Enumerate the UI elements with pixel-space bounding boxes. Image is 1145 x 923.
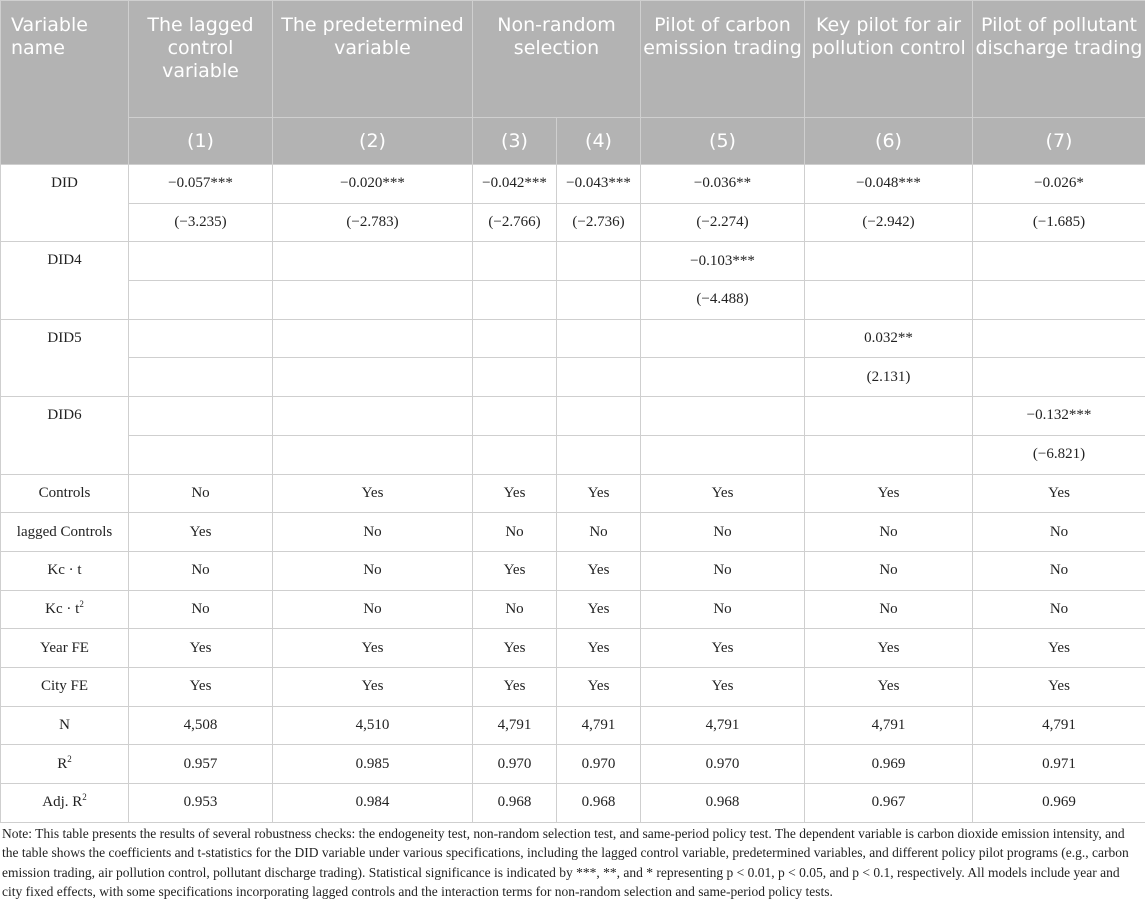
value-cell: No [641,590,805,629]
value-cell: 0.969 [805,745,973,784]
coef-row [1,319,1145,358]
value-cell: 4,510 [273,706,473,745]
tstat-row [1,281,1145,320]
row-label: DID4 [1,242,129,319]
row-label-text: N [59,716,70,733]
value-cell: Yes [129,667,273,706]
group-header: Pilot of pollutant discharge trading [973,1,1145,118]
spec-row [1,474,1145,513]
spec-row [1,551,1145,590]
value-cell: No [473,590,557,629]
tstat-cell [557,435,641,474]
column-number: (4) [557,118,641,165]
spec-row [1,784,1145,823]
value-cell: No [641,551,805,590]
value-cell: 4,791 [473,706,557,745]
value-cell: Yes [641,629,805,668]
column-number: (3) [473,118,557,165]
spec-row [1,513,1145,552]
tstat-cell [973,358,1145,397]
coef-row [1,397,1145,436]
tstat-cell [129,281,273,320]
coef-cell: −0.036** [641,165,805,204]
tstat-cell [973,281,1145,320]
value-cell: 0.957 [129,745,273,784]
value-cell: Yes [805,474,973,513]
coef-cell: −0.048*** [805,165,973,204]
column-number: (5) [641,118,805,165]
table-header [1,1,1145,165]
column-number: (7) [973,118,1145,165]
column-number: (1) [129,118,273,165]
coef-cell: −0.132*** [973,397,1145,436]
coef-cell [805,242,973,281]
value-cell: No [557,513,641,552]
value-cell: 0.968 [641,784,805,823]
value-cell: No [973,513,1145,552]
coef-cell [473,319,557,358]
value-cell: No [129,551,273,590]
tstat-cell: (−2.783) [273,203,473,242]
value-cell: 4,791 [641,706,805,745]
row-label [1,629,129,668]
tstat-cell: (−2.766) [473,203,557,242]
tstat-cell [557,358,641,397]
value-cell: Yes [129,513,273,552]
value-cell: Yes [129,629,273,668]
tstat-cell: (−3.235) [129,203,273,242]
tstat-cell: (2.131) [805,358,973,397]
tstat-cell [641,435,805,474]
coef-cell: −0.103*** [641,242,805,281]
row-label-superscript: 2 [79,598,84,609]
coef-cell [473,242,557,281]
row-label-text: City FE [40,678,89,695]
coef-cell [273,319,473,358]
value-cell: No [805,551,973,590]
row-label-text: Kc · t [47,562,82,579]
row-label-text: lagged Controls [16,523,113,540]
value-cell: No [129,474,273,513]
value-cell: 0.969 [973,784,1145,823]
value-cell: 4,791 [973,706,1145,745]
value-cell: Yes [473,474,557,513]
row-label-superscript: 2 [67,753,72,764]
spec-row [1,629,1145,668]
coef-cell: 0.032** [805,319,973,358]
value-cell: 4,791 [557,706,641,745]
tstat-cell [473,435,557,474]
coef-cell [557,242,641,281]
tstat-cell [805,281,973,320]
tstat-row [1,358,1145,397]
spec-row [1,745,1145,784]
value-cell: Yes [273,474,473,513]
tstat-cell: (−1.685) [973,203,1145,242]
row-label [1,667,129,706]
tstat-cell [273,435,473,474]
tstat-cell [273,281,473,320]
tstat-cell [273,358,473,397]
coef-cell [273,397,473,436]
row-label-text: Adj. R [42,794,83,811]
value-cell: 4,791 [805,706,973,745]
coef-cell [641,319,805,358]
value-cell: Yes [557,590,641,629]
value-cell: No [805,590,973,629]
row-label-text: Kc · t [45,600,80,617]
row-label-superscript: 2 [82,792,87,803]
coef-cell [641,397,805,436]
tstat-cell [473,358,557,397]
value-cell: Yes [473,667,557,706]
coef-cell [129,319,273,358]
coef-row [1,165,1145,204]
value-cell: No [973,551,1145,590]
value-cell: Yes [557,629,641,668]
column-number: (2) [273,118,473,165]
value-cell: 0.985 [273,745,473,784]
tstat-cell [641,358,805,397]
row-label [1,474,129,513]
tstat-cell: (−4.488) [641,281,805,320]
group-header: The lagged control variable [129,1,273,118]
coef-row [1,242,1145,281]
value-cell: Yes [641,474,805,513]
row-label-text: Controls [38,484,91,501]
tstat-cell: (−2.274) [641,203,805,242]
group-header: Pilot of carbon emission trading [641,1,805,118]
coef-cell: −0.042*** [473,165,557,204]
value-cell: Yes [473,629,557,668]
coef-cell [973,319,1145,358]
tstat-cell: (−6.821) [973,435,1145,474]
value-cell: No [129,590,273,629]
tstat-cell [129,358,273,397]
coef-cell [129,242,273,281]
coef-cell [557,319,641,358]
row-label-text: Year FE [40,639,89,656]
value-cell: 0.970 [473,745,557,784]
row-label [1,513,129,552]
coef-cell [129,397,273,436]
spec-row [1,706,1145,745]
group-header: The predetermined variable [273,1,473,118]
value-cell: Yes [805,667,973,706]
value-cell: Yes [273,667,473,706]
tstat-row [1,203,1145,242]
value-cell: Yes [557,551,641,590]
tstat-cell [129,435,273,474]
value-cell: No [273,513,473,552]
value-cell: Yes [805,629,973,668]
coef-cell: −0.043*** [557,165,641,204]
table-body [1,165,1145,823]
row-label: DID6 [1,397,129,474]
tstat-row [1,435,1145,474]
value-cell: 4,508 [129,706,273,745]
group-header: Non-random selection [473,1,641,118]
row-label: DID5 [1,319,129,396]
value-cell: 0.967 [805,784,973,823]
value-cell: Yes [473,551,557,590]
value-cell: 0.953 [129,784,273,823]
row-label: DID [1,165,129,242]
coef-cell [805,397,973,436]
value-cell: 0.968 [473,784,557,823]
coef-cell: −0.057*** [129,165,273,204]
row-label-text: R [57,755,68,772]
tstat-cell: (−2.736) [557,203,641,242]
tstat-cell [557,281,641,320]
value-cell: Yes [557,667,641,706]
coef-cell: −0.020*** [273,165,473,204]
coef-cell [473,397,557,436]
row-label [1,551,129,590]
tstat-cell [805,435,973,474]
row-label [1,590,129,629]
tstat-cell [473,281,557,320]
row-label [1,784,129,823]
value-cell: 0.970 [557,745,641,784]
value-cell: Yes [973,474,1145,513]
table-note: Note: This table presents the results of several robustness checks: the endogeneity test, non-random selection test, and same-period policy test. The dependent variable is carbon dioxide emission intensity, and the table shows the coefficients and t-statistics for the DID variable under various specifications, including the lagged control variable, predetermined variables, and different policy pilot programs (e.g., carbon emission trading, air pollution control, pollutant discharge trading). Statistical significance is indicated by ***, **, and * representing p < 0.01, p < 0.05, and p < 0.1, respectively. All models include year and city fixed effects, with some specifications incorporating lagged controls and the interaction terms for non-random selection and same-period policy tests. [2,826,1129,899]
row-label [1,706,129,745]
value-cell: Yes [273,629,473,668]
spec-row [1,590,1145,629]
value-cell: Yes [973,667,1145,706]
spec-row [1,667,1145,706]
value-cell: No [273,590,473,629]
coef-cell [557,397,641,436]
tstat-cell: (−2.942) [805,203,973,242]
row-label [1,745,129,784]
group-header: Key pilot for air pollution control [805,1,973,118]
value-cell: 0.971 [973,745,1145,784]
value-cell: Yes [641,667,805,706]
value-cell: Yes [973,629,1145,668]
value-cell: 0.984 [273,784,473,823]
variable-name-header: Variable name [1,1,129,165]
value-cell: No [805,513,973,552]
value-cell: 0.968 [557,784,641,823]
value-cell: 0.970 [641,745,805,784]
coef-cell: −0.026* [973,165,1145,204]
value-cell: No [273,551,473,590]
value-cell: No [641,513,805,552]
column-number: (6) [805,118,973,165]
value-cell: Yes [557,474,641,513]
value-cell: No [973,590,1145,629]
value-cell: No [473,513,557,552]
coef-cell [973,242,1145,281]
coef-cell [273,242,473,281]
